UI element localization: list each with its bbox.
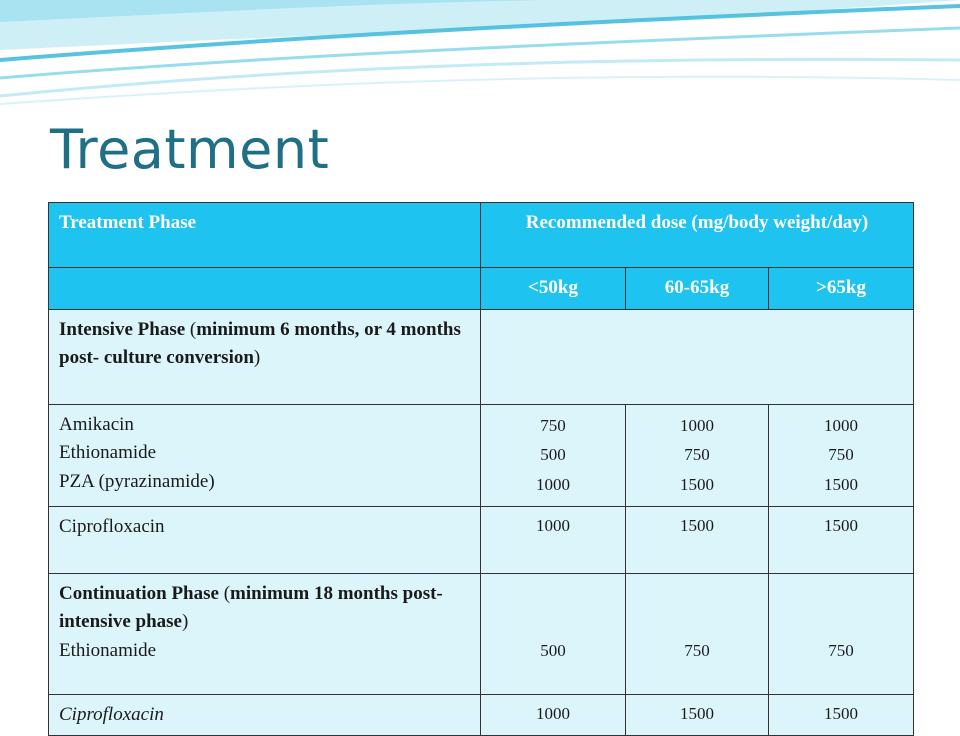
weight-band-row (49, 268, 914, 310)
dose-value: 750 (828, 641, 854, 661)
continuation-dose-band-3 (769, 573, 914, 694)
intensive-doses-band-1 (481, 404, 626, 506)
ciprofloxacin-dose-band-1: 1000 (481, 506, 626, 573)
weight-band-1: <50kg (481, 268, 626, 310)
dose-value: 1000 (536, 475, 570, 494)
drug-amikacin: Amikacin (59, 413, 134, 435)
dose-value: 1500 (680, 475, 714, 494)
continuation-dose-band-1 (481, 573, 626, 694)
ciprofloxacin-row (49, 506, 914, 573)
intensive-doses-band-2 (626, 404, 769, 506)
dose-value: 1000 (824, 415, 858, 435)
ciprofloxacin-dose-band-3: 1500 (769, 506, 914, 573)
intensive-paren-open: ( (185, 318, 197, 340)
intensive-paren-close: ) (253, 347, 261, 368)
header-wave-decoration (0, 0, 960, 120)
weight-band-3: >65kg (769, 268, 914, 310)
last-ciprofloxacin-dose-band-3: 1500 (769, 694, 914, 736)
dose-value: 750 (684, 641, 710, 661)
continuation-paren-open: ( (218, 582, 231, 604)
intensive-phase-empty-cell (481, 309, 914, 404)
slide-title: Treatment (50, 118, 330, 181)
intensive-doses-band-3 (769, 404, 914, 506)
intensive-drug-names (49, 404, 481, 506)
continuation-phase-label (49, 573, 481, 694)
dose-table (48, 202, 914, 736)
continuation-paren-close: ) (182, 611, 189, 633)
continuation-dose-band-2 (626, 573, 769, 694)
ciprofloxacin-dose-band-2: 1500 (626, 506, 769, 573)
last-ciprofloxacin-dose-band-2: 1500 (626, 694, 769, 736)
drug-ethionamide: Ethionamide (59, 442, 157, 463)
ciprofloxacin-name: Ciprofloxacin (49, 506, 481, 573)
weight-band-empty-cell (49, 268, 481, 310)
intensive-drugs-row (49, 404, 914, 506)
continuation-drug-ethionamide: Ethionamide (59, 639, 157, 661)
intensive-phase-row (49, 309, 914, 404)
last-ciprofloxacin-dose-band-1: 1000 (481, 694, 626, 736)
dose-value: 750 (684, 445, 710, 465)
continuation-phase-heading (59, 583, 443, 633)
last-ciprofloxacin-row (49, 694, 914, 736)
dose-value: 750 (828, 445, 854, 465)
continuation-phase-title: Continuation Phase (59, 582, 219, 604)
drug-pza: PZA (pyrazinamide) (59, 470, 215, 492)
last-ciprofloxacin-name: Ciprofloxacin (49, 694, 481, 736)
dose-value: 1000 (680, 415, 714, 435)
dose-header: Recommended dose (mg/body weight/day) (481, 203, 914, 268)
intensive-phase-detail: minimum 6 months, or 4 months post- culture conversion (59, 318, 461, 368)
continuation-phase-detail: minimum 18 months post-intensive phase (59, 582, 443, 633)
dose-value: 1500 (824, 475, 858, 494)
dose-value: 500 (540, 445, 566, 465)
weight-band-2: 60-65kg (626, 268, 769, 310)
continuation-phase-row (49, 573, 914, 694)
dose-value: 500 (540, 641, 566, 661)
intensive-phase-label (49, 309, 481, 404)
dose-value: 750 (540, 415, 566, 435)
intensive-phase-title: Intensive Phase (59, 318, 186, 340)
phase-header: Treatment Phase (49, 203, 481, 268)
header-row (49, 203, 914, 268)
